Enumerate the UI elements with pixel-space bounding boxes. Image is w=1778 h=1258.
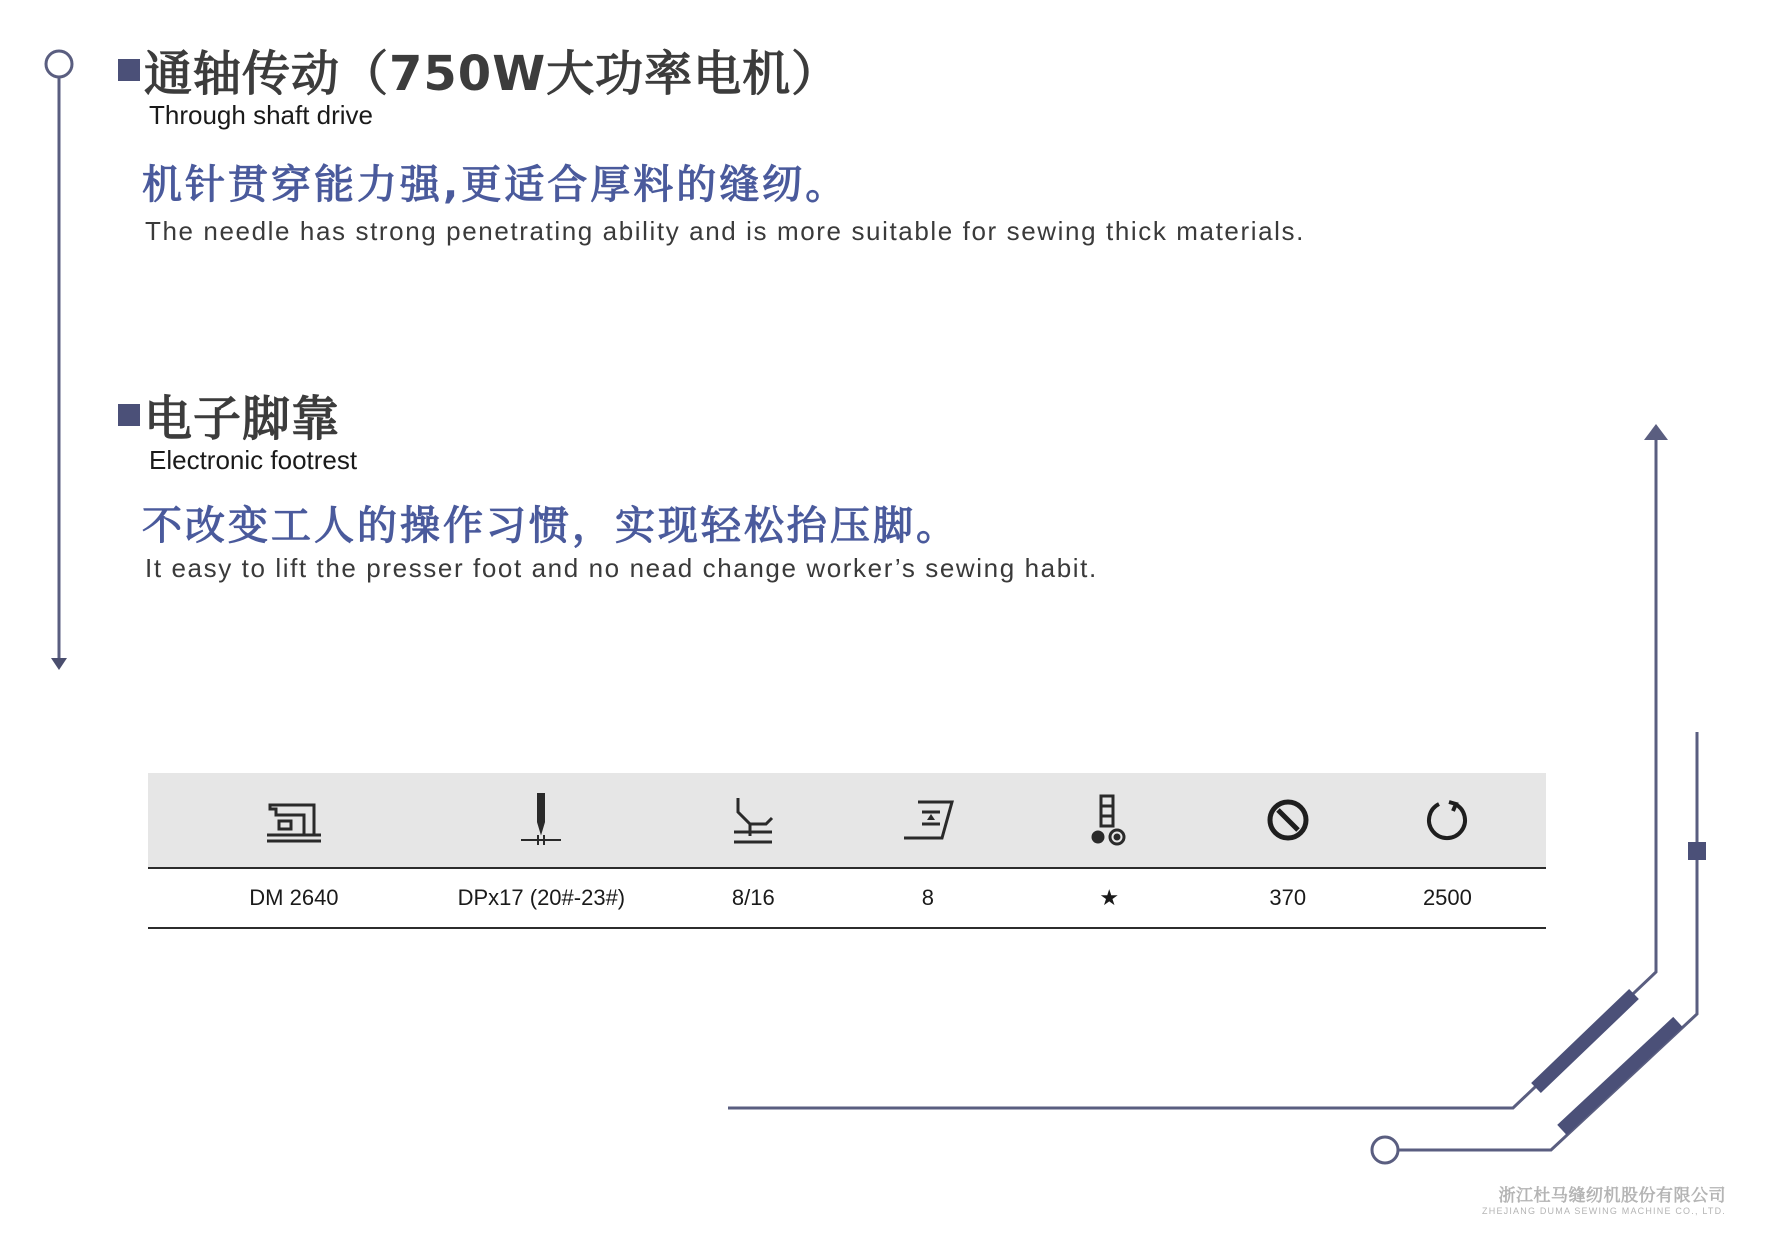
bullet-square-icon xyxy=(118,59,140,81)
brand-watermark xyxy=(1482,1181,1726,1216)
feature-title xyxy=(118,46,1305,102)
spec-cell xyxy=(1227,798,1349,842)
spec-table xyxy=(148,773,1546,929)
spec-cell xyxy=(864,798,992,842)
feature-subtitle: Electronic footrest xyxy=(149,445,358,475)
stitch-length-icon xyxy=(900,798,956,842)
feature-through-shaft-drive xyxy=(118,46,1305,247)
spec-cell xyxy=(992,793,1227,847)
spec-value-row xyxy=(148,869,1546,929)
feature-description-cn: 机针贯穿能力强,更适合厚料的缝纫。 xyxy=(142,162,849,208)
brand-name-en: ZHEJIANG DUMA SEWING MACHINE CO., LTD. xyxy=(1482,1206,1726,1216)
sewing-machine-icon xyxy=(264,795,324,845)
spec-value-power: 370 xyxy=(1269,885,1307,910)
feature-description-en: The needle has strong penetrating ability and is more suitable for sewing thick materials. xyxy=(145,216,1305,246)
presser-foot-icon xyxy=(730,794,776,846)
bullet-square-icon xyxy=(118,404,140,426)
power-icon xyxy=(1266,798,1310,842)
feature-electronic-footrest xyxy=(118,391,1098,584)
feature-description-en: It easy to lift the presser foot and no nead change worker’s sewing habit. xyxy=(145,553,1098,583)
brand-name-cn: 浙江杜马缝纫机股份有限公司 xyxy=(1498,1186,1726,1206)
spec-value-lubrication: ★ xyxy=(1099,885,1120,910)
needle-icon xyxy=(519,792,563,848)
spec-cell xyxy=(1349,798,1546,842)
feature-description-cn: 不改变工人的操作习惯，实现轻松抬压脚。 xyxy=(142,503,959,549)
spec-value-needle: DPx17 (20#-23#) xyxy=(457,885,626,910)
spec-cell xyxy=(440,792,643,848)
feature-subtitle: Through shaft drive xyxy=(149,100,374,130)
spec-value-speed: 2500 xyxy=(1422,885,1472,910)
spec-cell xyxy=(643,794,864,846)
spec-cell xyxy=(148,795,440,845)
speed-icon xyxy=(1425,798,1469,842)
feature-title xyxy=(118,391,1098,447)
lubrication-icon xyxy=(1089,793,1129,847)
spec-icon-row xyxy=(148,773,1546,869)
circuit-bars xyxy=(1536,994,1678,1130)
left-timeline xyxy=(46,51,72,670)
spec-value-stitch-length: 8 xyxy=(921,885,934,910)
spec-value-model: DM 2640 xyxy=(249,885,339,910)
spec-value-presser-foot: 8/16 xyxy=(731,885,775,910)
feature-title-text: 通轴传动（750W大功率电机） xyxy=(144,46,841,102)
feature-title-text: 电子脚靠 xyxy=(144,391,341,447)
